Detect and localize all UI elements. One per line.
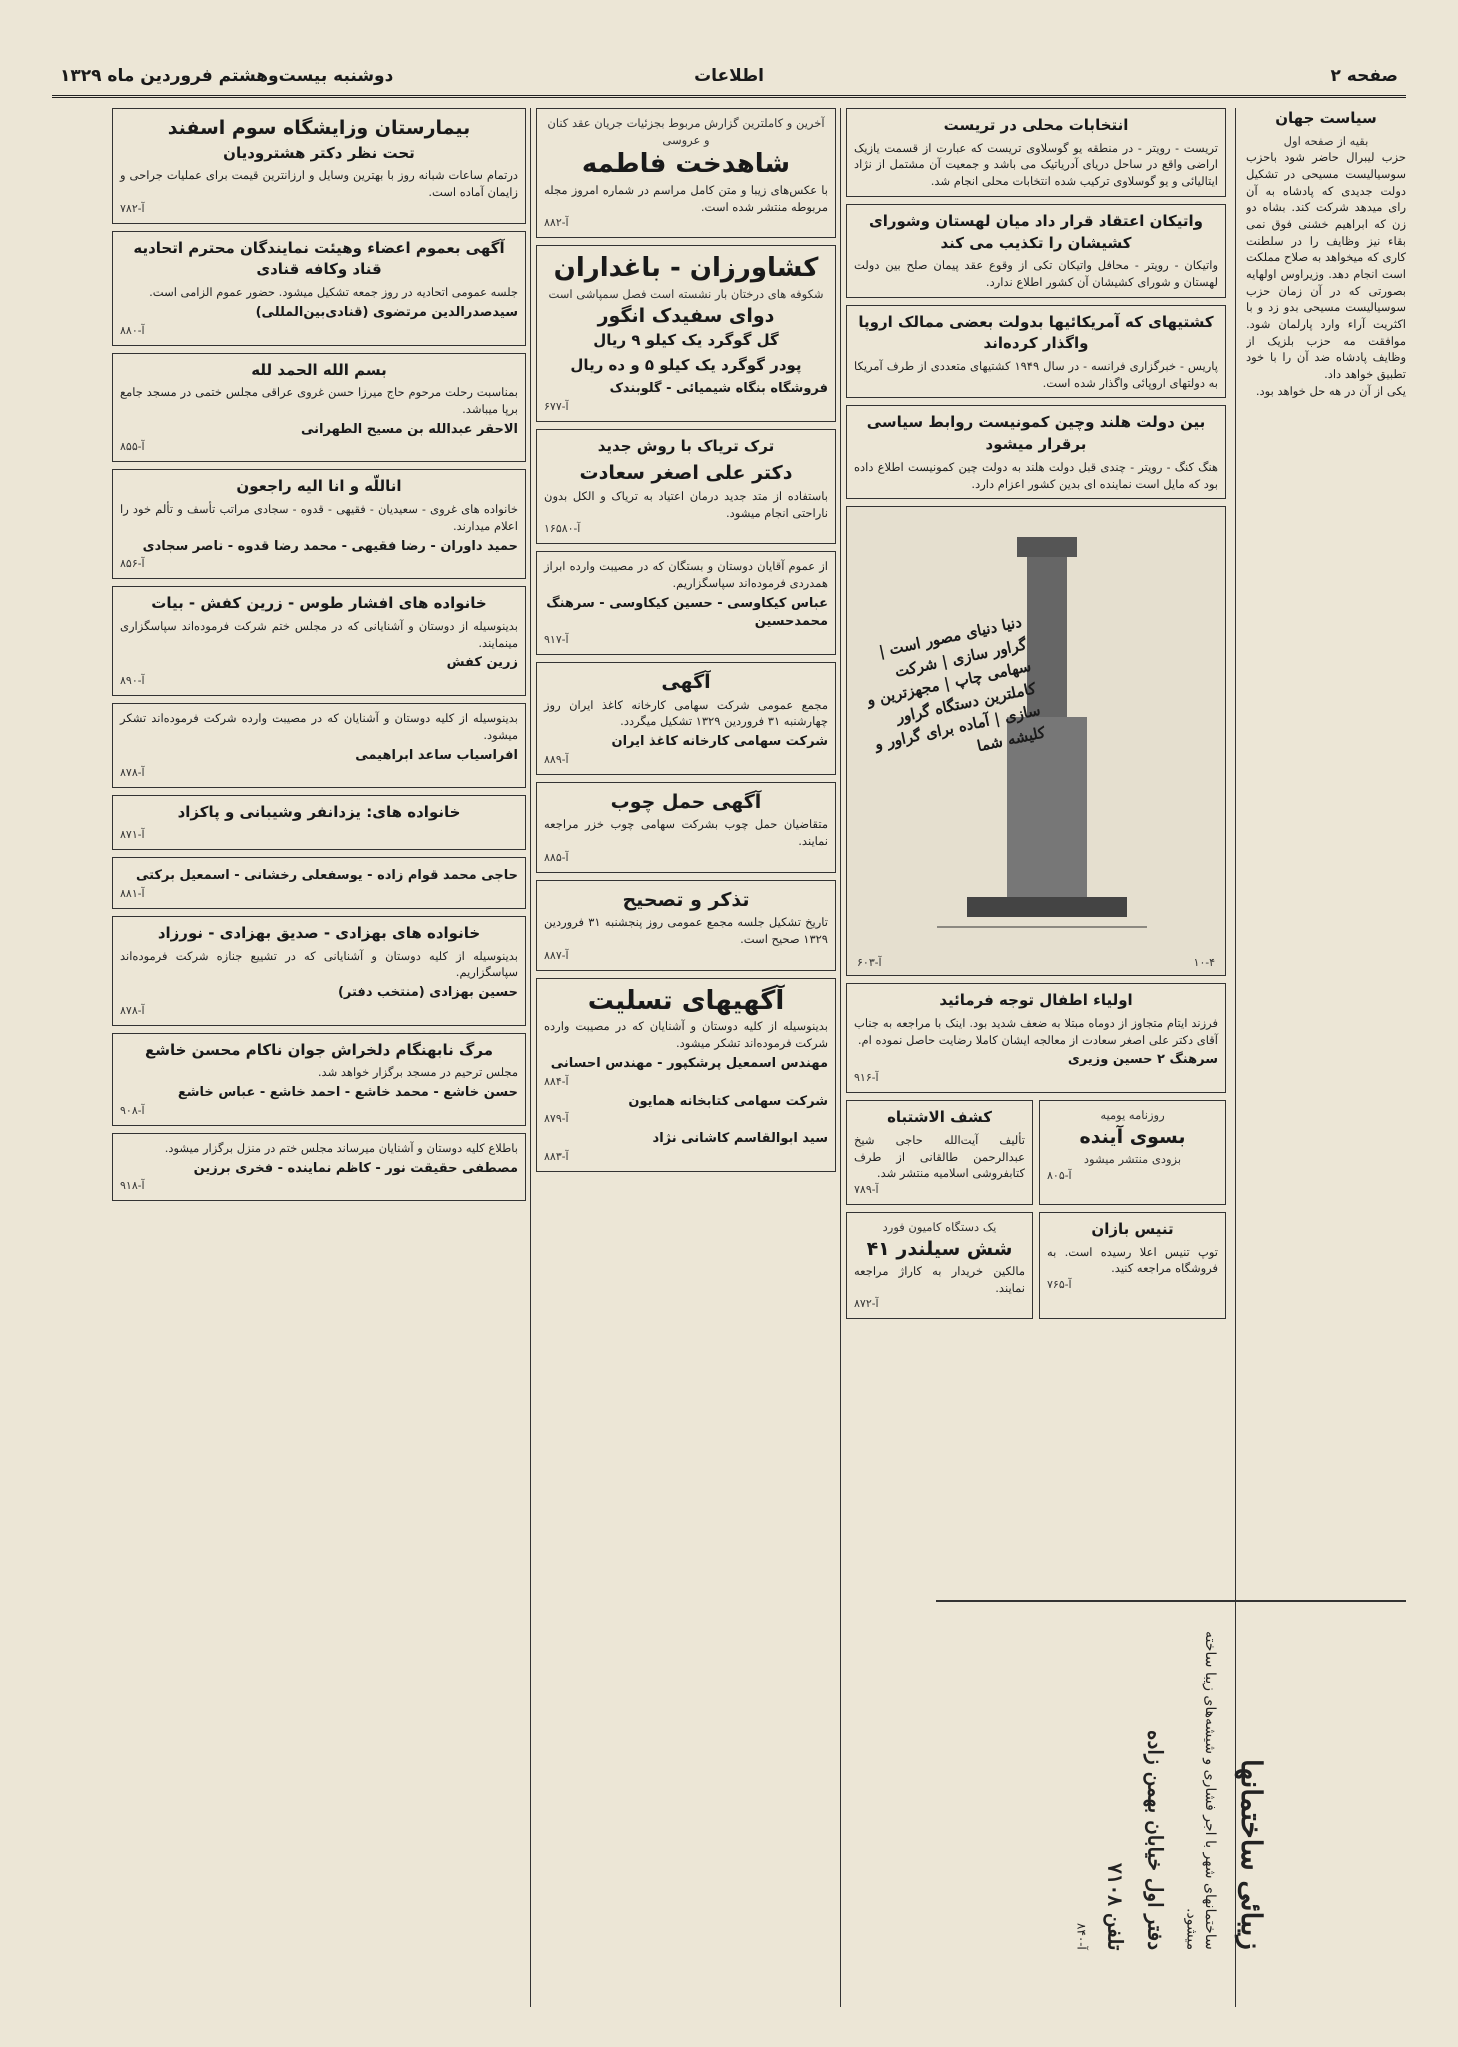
- ad-basuye-ayandeh: [1039, 1100, 1226, 1205]
- page-number: صفحه ۲: [1330, 66, 1398, 86]
- opium-title: ترک تریاک با روش جدید: [597, 436, 775, 455]
- ebrahimi-sig: افراسیاب ساعد ابراهیمی: [355, 747, 518, 763]
- small-ads-row: [846, 1100, 1226, 1212]
- condolence-code3: آ-۸۸۳: [544, 1150, 569, 1164]
- fatemeh-big: شاهدخت فاطمه: [581, 149, 791, 180]
- news-trieste: [846, 108, 1226, 197]
- ford-big: شش سیلندر ۴۱: [866, 1237, 1013, 1260]
- kikavousi-code: آ-۹۱۷: [544, 633, 569, 647]
- haghighat-sig: مصطفی حقیقت نور - کاظم نماینده - فخری برزین: [193, 1160, 518, 1176]
- ad-afshar: [112, 586, 526, 696]
- condolence-body: بدینوسیله از کلیه دوستان و آشنایان که در مصیبت وارده شرکت فرموده‌اند تشکر میشود.: [544, 1019, 828, 1051]
- farmers-line1: گل گوگرد یک کیلو ۹ ریال: [593, 331, 779, 350]
- notice-code: آ-۸۸۹: [544, 753, 569, 766]
- correction-code: آ-۸۸۷: [544, 948, 569, 962]
- world-politics-title: سیاست جهان: [1275, 109, 1377, 127]
- qavam-sig: حاجی محمد قوام زاده - یوسفعلی رخشانی - اسمعیل برکتی: [135, 867, 518, 883]
- buildings-ad-strip: [936, 1600, 1406, 2007]
- world-politics-footer: یکی از آن در هه حل خواهد بود.: [1255, 383, 1406, 398]
- inna-code: آ-۸۵۶: [120, 557, 145, 571]
- buildings-phone: تلفن ۷۱۰۸: [1103, 1862, 1128, 1950]
- ford-code: آ-۸۷۲: [854, 1297, 879, 1311]
- holland-title: بین دولت هلند وچین کمونیست روابط سیاسی برقرار میشود: [866, 413, 1206, 454]
- farmers-code: آ-۶۷۷: [544, 399, 569, 413]
- engraving-ad-text: دنیا دنیای مصور است | گراور سازی | شرکت سهامی چاپ | مجهزترین و کاملترین دستگاه گراور سازی | آماده برای گراور و کلیشه شما: [865, 613, 1047, 756]
- basuye-code: آ-۸۰۵: [1047, 1169, 1072, 1183]
- fatemeh-title: آخرین و کاملترین گزارش مربوط بجزئیات جریان عقد کنان و عروسی: [547, 116, 825, 147]
- news-vatican: [846, 204, 1226, 298]
- yazdanfar-title: خانواده های: یزدانفر وشیبانی و پاکزاد: [177, 803, 461, 822]
- ad-opium: [536, 429, 836, 545]
- engraving-ad-illustration: [846, 506, 1226, 976]
- small-ads-row-2: [846, 1212, 1226, 1327]
- bismillah-sig: الاحقر عبدالله بن مسیح الطهرانی: [301, 421, 518, 437]
- condolence-ads: [536, 978, 836, 1172]
- ad-hospital: [112, 108, 526, 224]
- condolence-sig2: شرکت سهامی کتابخانه همایون: [628, 1093, 828, 1109]
- condolence-sig1: مهندس اسمعیل پرشکپور - مهندس احسانی: [550, 1055, 828, 1071]
- ebrahimi-code: آ-۸۷۸: [120, 766, 145, 780]
- inna-title: اناللّه و انا الیه راجعون: [236, 477, 402, 496]
- basuye-big: بسوی آینده: [1079, 1125, 1186, 1148]
- ad-qavamzadeh: [112, 857, 526, 909]
- qavam-code: آ-۸۸۱: [120, 886, 145, 900]
- condolence-title: آگهیهای تسلیت: [587, 985, 785, 1016]
- fatemeh-code: آ-۸۸۲: [544, 216, 569, 230]
- trieste-body: تریست - رویتر - در منطقه یو گوسلاوی تریست که عبارت از قسمت یازیک اراضی واقع در ساحل دریای آدریاتیک می باشد و جمعیت آن مشتمل از نژاد ایتالیائی و یو گوسلاوی ترکیب شده انتخابات محلی انجام شد.: [854, 140, 1218, 189]
- afshar-code: آ-۸۹۰: [120, 674, 145, 688]
- kashf-title: کشف الاشتباه: [887, 1108, 992, 1127]
- paper-name: اطلاعات: [694, 66, 764, 86]
- farmers-sub: شکوفه های درختان بار نشسته است فصل سمپاشی است: [548, 287, 824, 302]
- ad-behzadi: [112, 916, 526, 1026]
- hospital-code: آ-۷۸۲: [120, 201, 145, 215]
- farmers-big: کشاورزان - باغداران: [553, 253, 819, 284]
- correction-body: تاریخ تشکیل جلسه مجمع عمومی روز پنجشنبه ۳۱ فروردین ۱۳۲۹ صحیح است.: [544, 915, 828, 946]
- ad-number: ۱۰-۴: [1193, 956, 1215, 970]
- tennis-body: توپ تنیس اعلا رسیده است. به فروشگاه مراجعه کنید.: [1047, 1244, 1218, 1276]
- haghighat-body: باطلاع کلیه دوستان و آشنایان میرساند مجلس ختم در منزل برگزار میشود.: [164, 1140, 518, 1155]
- ad-notice: [536, 662, 836, 775]
- issue-date: دوشنبه بیست‌وهشتم فروردین ماه ۱۳۲۹: [60, 66, 394, 86]
- notice-body: مجمع عمومی شرکت سهامی کارخانه کاغذ ایران روز چهارشنبه ۳۱ فروردین ۱۳۲۹ تشکیل میگردد.: [544, 697, 828, 729]
- condolence-code1: آ-۸۸۴: [544, 1074, 569, 1088]
- ford-title: یک دستگاه کامیون فورد: [882, 1219, 997, 1234]
- behzadi-sig: حسین بهزادی (منتخب دفتر): [337, 984, 518, 1000]
- ad-thanks-kikavousi: [536, 551, 836, 655]
- column-ads: [536, 108, 836, 2007]
- inna-body: خانواده های غروی - سعیدیان - فقیهی - قدوه - سجادی مراتب تأسف و تألم خود را اعلام میدارند.: [120, 502, 518, 533]
- hospital-title: بیمارستان وزایشگاه سوم اسفند: [167, 117, 471, 139]
- kikavousi-sig: عباس کیکاوسی - حسین کیکاوسی - سرهنگ محمدحسین: [546, 595, 828, 630]
- behzadi-body: بدینوسیله از کلیه دوستان و آشنایانی که در تشییع جنازه شرکت فرموده‌اند سپاسگزاریم.: [120, 948, 518, 980]
- news-holland-china: [846, 405, 1226, 499]
- world-politics-body: حزب لیبرال حاضر شود باحزب سوسیالیست مسیحی در تشکیل دولت جدیدی که پادشاه به آن رای میدهد شرکت کند. بشاه دو زن که ابراهیم خشنی فوق نمی بقاء نیز وظایف را در سلطنت کاری که میخواهد به صلاح مملکت است انجام دهد. وزیراوس اولهایه بصورتی که در آن زمان حزب سوسیالیست مسیحی بدو زد و با اکثریت آراء وارد پارلمان شود. موافقت مه حزب بلزیک از وظایف پادشاه ضد آن را با خود تطبیق خواهد داد.: [1246, 150, 1406, 382]
- ad-correction: [536, 880, 836, 971]
- buildings-line2: دفتر اول خیابان بهمن زاده: [1143, 1729, 1168, 1950]
- khashe-code: آ-۹۰۸: [120, 1103, 145, 1117]
- buildings-title: زیبائی ساختمانها: [1235, 1759, 1269, 1950]
- confect-code: آ-۸۸۰: [120, 323, 145, 337]
- khashe-title: مرگ نابهنگام دلخراش جوان ناکام محسن خاشع: [145, 1040, 493, 1059]
- confect-title: آگهی بعموم اعضاء وهیئت نمایندگان محترم اتحادیه قناد وکافه قنادی: [133, 238, 505, 279]
- ad-haghighat: [112, 1133, 526, 1201]
- bismillah-body: بمناسبت رحلت مرحوم حاج میرزا حسن غروی عراقی مجلس ختمی در مسجد جامع برپا میباشد.: [120, 385, 518, 416]
- behzadi-title: خانواده های بهزادی - صدیق بهزادی - نورزاد: [157, 923, 481, 942]
- ad-wood: [536, 782, 836, 873]
- khashe-sig: حسن خاشع - محمد خاشع - احمد خاشع - عباس خاشع: [177, 1085, 518, 1101]
- ad-code: آ-۶۰۳: [857, 956, 882, 970]
- parents-title: اولیاء اطفال توجه فرمائید: [939, 991, 1133, 1010]
- ships-title: کشتیهای که آمریکائیها بدولت بعضی ممالک اروپا واگذار کرده‌اند: [858, 312, 1214, 353]
- ebrahimi-body: بدینوسیله از کلیه دوستان و آشنایان که در مصیبت وارده شرکت فرموده‌اند تشکر میشود.: [120, 711, 518, 742]
- ad-tennis: [1039, 1212, 1226, 1320]
- wood-body: متقاضیان حمل چوب بشرکت سهامی چوب خزر مراجعه نمایند.: [544, 817, 828, 849]
- condolence-sig3: سید ابوالقاسم کاشانی نژاد: [652, 1131, 828, 1147]
- afshar-sig: زرین کفش: [446, 655, 518, 671]
- ad-thanks-ebrahimi: [112, 703, 526, 788]
- ad-kashf: [846, 1100, 1033, 1205]
- parents-body: فرزند ایتام متجاوز از دوماه مبتلا به ضعف شدید بود. اینک با مراجعه به جناب آقای دکتر علی اصغر سعادت از معالجه ایشان کاملا رضایت حاصل نموده ام.: [854, 1016, 1218, 1047]
- page-header: [52, 62, 1406, 98]
- ad-princess-fatemeh: [536, 108, 836, 238]
- wood-title: آگهی حمل چوب: [610, 790, 762, 813]
- world-politics-subtitle: بقیه از صفحه اول: [1283, 133, 1369, 148]
- column-divider: [840, 108, 841, 2007]
- farmers-sig: فروشگاه بنگاه شیمیائی - گلوبندک: [609, 380, 828, 396]
- afshar-title: خانواده های افشار طوس - زرین کفش - بیات: [151, 594, 487, 613]
- confect-sig: سیدصدرالدین مرتضوی (قنادی‌بین‌المللی): [255, 304, 518, 320]
- haghighat-code: آ-۹۱۸: [120, 1179, 145, 1193]
- inna-sig: حمید داوران - رضا فقیهی - محمد رضا قدوه - ناصر سجادی: [142, 538, 518, 554]
- khashe-body: مجلس ترحیم در مسجد برگزار خواهد شد.: [317, 1065, 518, 1080]
- parents-sig: سرهنگ ۲ حسین وزیری: [1067, 1052, 1218, 1068]
- holland-body: هنگ کنگ - رویتر - چندی قبل دولت هلند به دولت چین کمونیست اطلاع داده بود که مایل است نماینده ای بدین کشور اعزام دارد.: [854, 459, 1218, 491]
- bismillah-code: آ-۸۵۵: [120, 440, 145, 454]
- correction-title: تذکر و تصحیح: [622, 888, 750, 911]
- basuye-title: روزنامه یومیه: [1100, 1108, 1165, 1123]
- column-notices: [112, 108, 526, 2007]
- basuye-sub: بزودی منتشر میشود: [1083, 1152, 1182, 1167]
- wood-code: آ-۸۸۵: [544, 850, 569, 864]
- kashf-body: تألیف آیت‌الله حاجی شیخ عبدالرحمن طالقانی از طرف کتابفروشی اسلامیه منتشر شد.: [854, 1132, 1025, 1181]
- kikavousi-body: از عموم آقایان دوستان و بستگان که در مصیبت وارده ابراز همدردی فرموده‌اند سپاسگزاریم.: [544, 559, 828, 590]
- buildings-line1: ساختمانهای شهر با اجر فشاری و شیشه‌های زیبا ساخته میشود.: [1183, 1631, 1218, 1950]
- tennis-code: آ-۷۶۵: [1047, 1277, 1072, 1291]
- farmers-line2: پودر گوگرد یک کیلو ۵ و ده ریال: [570, 356, 802, 375]
- hospital-body: درتمام ساعات شبانه روز با بهترین وسایل و ارزانترین قیمت برای عملیات جراحی و زایمان آماده است.: [120, 168, 518, 199]
- ships-body: پاریس - خبرگزاری فرانسه - در سال ۱۹۴۹ کشتیهای متعددی از طرف آمریکا به دولتهای اروپائی واگذار شده است.: [854, 359, 1218, 390]
- column-divider: [530, 108, 531, 2007]
- ad-inna-lillah: [112, 469, 526, 579]
- notice-sig: شرکت سهامی کارخانه کاغذ ایران: [611, 734, 828, 750]
- buildings-ad: [936, 1600, 1406, 1950]
- ford-body: مالکین خریدار به کاراژ مراجعه نمایند.: [854, 1264, 1025, 1295]
- notice-title: آگهی: [661, 671, 711, 694]
- kashf-code: آ-۷۸۹: [854, 1182, 879, 1196]
- opium-code: آ-۱۶۵۸۰: [544, 522, 581, 536]
- vatican-title: واتیکان اعتقاد قرار داد میان لهستان وشورای کشیشان را تکذیب می کند: [868, 211, 1204, 252]
- ad-ford-truck: [846, 1212, 1033, 1320]
- opium-big: دکتر علی اصغر سعادت: [579, 462, 793, 485]
- trieste-title: انتخابات محلی در تریست: [943, 116, 1129, 134]
- confect-body: جلسه عمومی اتحادیه در روز جمعه تشکیل میشود. حضور عموم الزامی است.: [149, 285, 518, 300]
- opium-body: باستفاده از متد جدید درمان اعتیاد به تریاک و الکل بدون ناراحتی انجام میشود.: [544, 489, 828, 520]
- ad-bismillah: [112, 353, 526, 463]
- ad-confectioners: [112, 231, 526, 346]
- tennis-title: تنیس بازان: [1091, 1219, 1174, 1238]
- news-ships: [846, 305, 1226, 399]
- yazdanfar-code: آ-۸۷۱: [120, 828, 145, 842]
- ad-parents: [846, 983, 1226, 1093]
- condolence-code2: آ-۸۷۹: [544, 1112, 569, 1126]
- hospital-sub: تحت نظر دکتر هشترودیان: [223, 143, 415, 162]
- fatemeh-body: با عکس‌های زیبا و متن کامل مراسم در شماره امروز مجله مربوطه منتشر شده است.: [544, 183, 828, 214]
- behzadi-code: آ-۸۷۸: [120, 1003, 145, 1017]
- farmers-title: دوای سفیدک انگور: [597, 304, 775, 327]
- bismillah-title: بسم الله الحمد لله: [251, 360, 387, 379]
- vatican-body: واتیکان - رویتر - محافل واتیکان تکی از وقوع عقد پیمان صلح بین دولت لهستان و شورای کشیشان آن کشور اطلاع ندارد.: [854, 258, 1218, 289]
- afshar-body: بدینوسیله از دوستان و آشنایانی که در مجلس ختم شرکت فرموده‌اند سپاسگزاری مینمایند.: [120, 619, 518, 650]
- parents-code: آ-۹۱۶: [854, 1071, 879, 1085]
- ad-yazdanfar: [112, 795, 526, 850]
- buildings-code: آ-۸۴۰: [1074, 1923, 1089, 1950]
- ad-farmers: [536, 245, 836, 421]
- ad-khashe: [112, 1033, 526, 1126]
